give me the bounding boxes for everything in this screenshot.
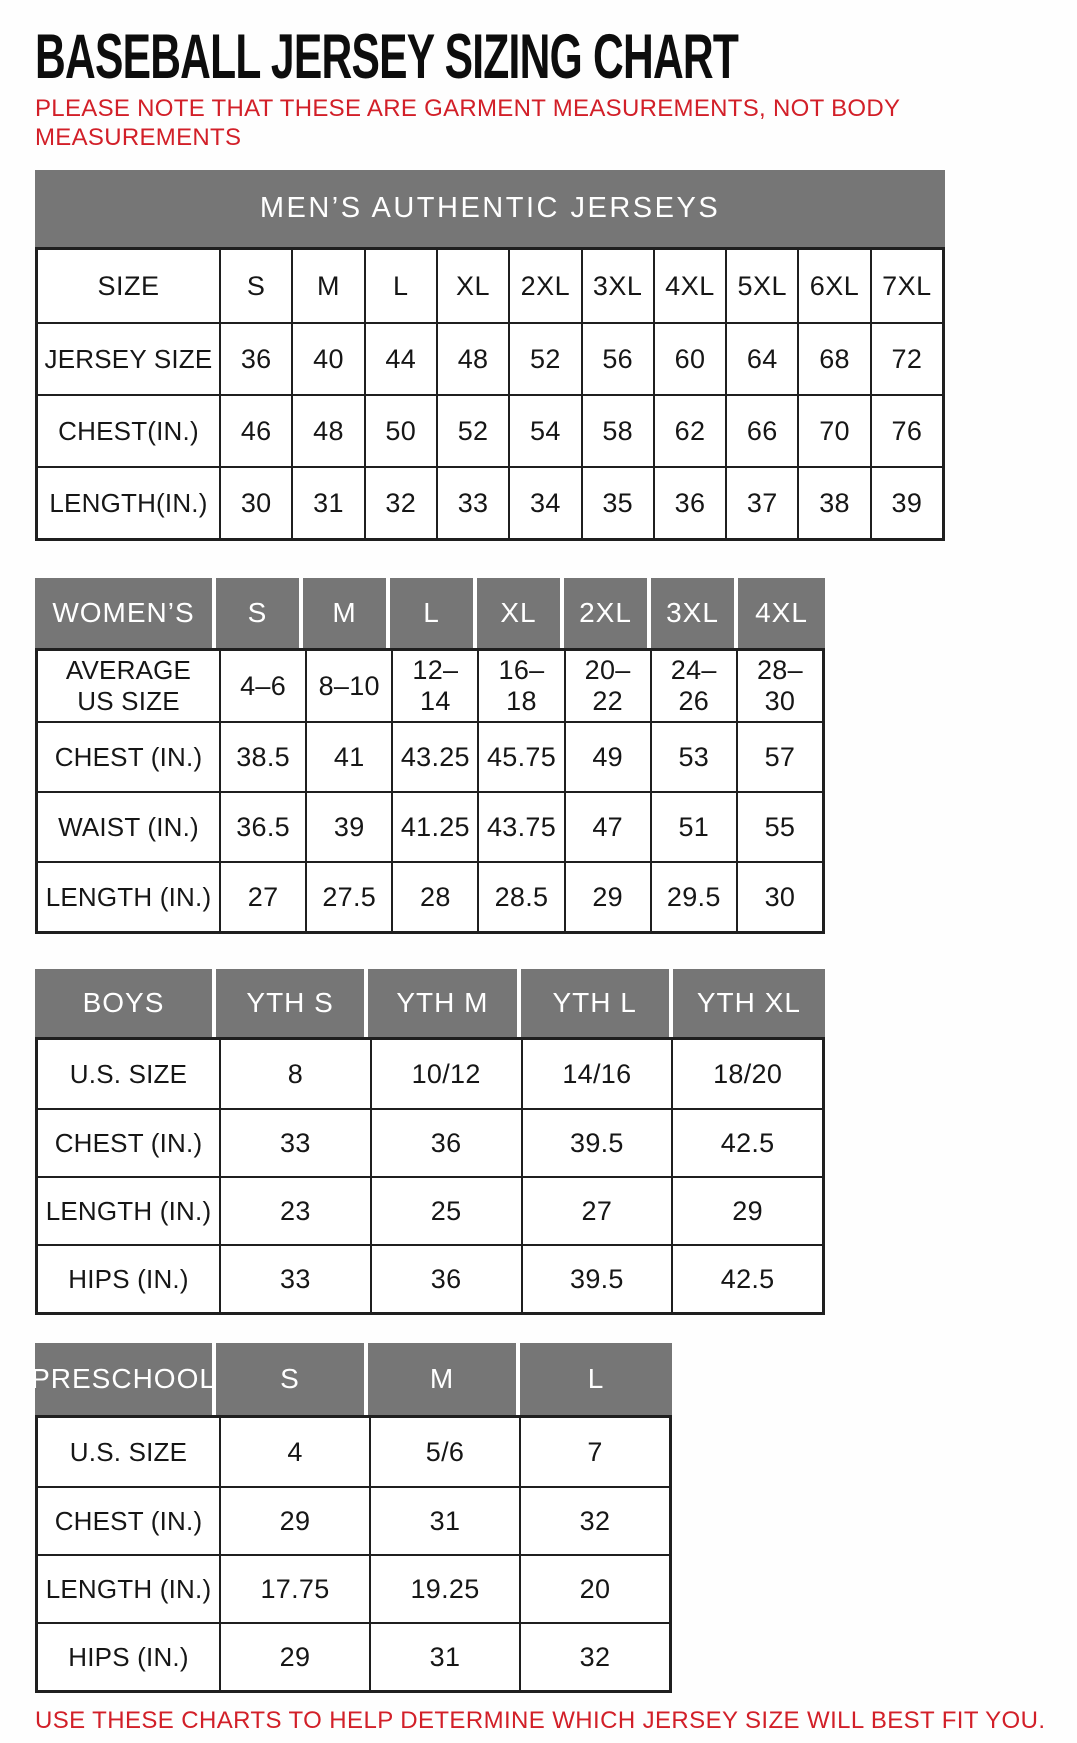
row-label: WAIST (IN.)	[38, 791, 219, 861]
footer-note: USE THESE CHARTS TO HELP DETERMINE WHICH JERSEY SIZE WILL BEST FIT YOU.	[35, 1707, 1046, 1734]
row-label: U.S. SIZE	[69, 1436, 188, 1467]
size-header-cell: M	[291, 250, 363, 322]
size-header-cell: 3XL	[581, 250, 653, 322]
value-cell: 30	[219, 466, 291, 538]
value-cell: 29.5	[650, 861, 736, 931]
value-cell: 62	[653, 394, 725, 466]
row-label: JERSEY SIZE	[38, 322, 219, 394]
value-cell: 52	[508, 322, 580, 394]
size-header-cell: 2XL	[508, 250, 580, 322]
size-header-cell: SIZE	[97, 270, 160, 301]
value-cell: 35	[581, 466, 653, 538]
value-cell: 24–26	[650, 651, 736, 721]
value-cell: 49	[564, 721, 650, 791]
value-cell: 58	[581, 394, 653, 466]
row-label: CHEST (IN.)	[38, 721, 219, 791]
value-cell: 64	[725, 322, 797, 394]
value-cell: 23	[219, 1176, 370, 1244]
value-cell: 72	[870, 322, 942, 394]
value-cell: 36	[653, 466, 725, 538]
value-cell: 27	[219, 861, 305, 931]
value-cell: 25	[370, 1176, 521, 1244]
value-cell: 50	[364, 394, 436, 466]
size-header-cell: 4XL	[653, 250, 725, 322]
value-cell: 70	[797, 394, 869, 466]
preschool-header-row	[31, 1343, 672, 1415]
value-cell: 52	[436, 394, 508, 466]
value-cell: 38.5	[219, 721, 305, 791]
value-cell: 39.5	[521, 1108, 672, 1176]
row-label: HIPS (IN.)	[38, 1244, 219, 1312]
value-cell: 53	[650, 721, 736, 791]
value-cell: 37	[725, 466, 797, 538]
value-cell: 33	[436, 466, 508, 538]
boys-sizing-table	[35, 969, 1077, 1315]
row-label: CHEST (IN.)	[38, 1108, 219, 1176]
value-cell: 17.75	[219, 1554, 369, 1622]
value-cell: 8	[219, 1040, 370, 1108]
value-cell: 42.5	[671, 1108, 822, 1176]
row-label: LENGTH(IN.)	[38, 466, 219, 538]
value-cell: 28	[391, 861, 477, 931]
page-title-text: BASEBALL JERSEY SIZING CHART	[35, 21, 739, 92]
value-cell: 43.75	[477, 791, 563, 861]
value-cell: 33	[219, 1108, 370, 1176]
value-cell: 41	[305, 721, 391, 791]
value-cell: 14/16	[521, 1040, 672, 1108]
preschool-table-body	[35, 1415, 672, 1693]
value-cell: 48	[436, 322, 508, 394]
header-cell: S	[216, 578, 303, 648]
value-cell: 32	[519, 1622, 669, 1690]
row-label: CHEST (IN.)	[38, 1486, 219, 1554]
value-cell: 57	[736, 721, 822, 791]
value-cell: 32	[364, 466, 436, 538]
value-cell: 39	[305, 791, 391, 861]
mens-table-body	[35, 247, 945, 541]
value-cell: 8–10	[305, 651, 391, 721]
value-cell: 7	[519, 1418, 669, 1486]
value-cell: 66	[725, 394, 797, 466]
header-cell: PRESCHOOL	[35, 1343, 216, 1415]
size-header-cell: XL	[436, 250, 508, 322]
value-cell: 42.5	[671, 1244, 822, 1312]
womens-sizing-table	[35, 578, 1077, 934]
value-cell: 29	[671, 1176, 822, 1244]
garment-measurement-note: PLEASE NOTE THAT THESE ARE GARMENT MEASUREMENTS, NOT BODY MEASUREMENTS	[35, 95, 900, 151]
header-cell: S	[216, 1343, 368, 1415]
value-cell: 18/20	[671, 1040, 822, 1108]
value-cell: 29	[219, 1622, 369, 1690]
value-cell: 68	[797, 322, 869, 394]
value-cell: 56	[581, 322, 653, 394]
value-cell: 54	[508, 394, 580, 466]
row-label: CHEST(IN.)	[38, 394, 219, 466]
value-cell: 20	[519, 1554, 669, 1622]
row-label: HIPS (IN.)	[38, 1622, 219, 1690]
value-cell: 76	[870, 394, 942, 466]
header-cell: 4XL	[738, 578, 825, 648]
value-cell: 28.5	[477, 861, 563, 931]
header-cell: L	[520, 1343, 672, 1415]
size-header-cell: L	[364, 250, 436, 322]
value-cell: 29	[564, 861, 650, 931]
header-cell: WOMEN’S	[35, 578, 216, 648]
size-header-cell: 5XL	[725, 250, 797, 322]
value-cell: 36.5	[219, 791, 305, 861]
size-header-cell: S	[219, 250, 291, 322]
value-cell: 39	[870, 466, 942, 538]
preschool-sizing-table	[31, 1343, 1077, 1693]
page-title	[35, 20, 1077, 92]
value-cell: 29	[219, 1486, 369, 1554]
size-header-cell: 7XL	[870, 250, 942, 322]
header-cell: M	[368, 1343, 520, 1415]
value-cell: 60	[653, 322, 725, 394]
header-cell: YTH L	[521, 969, 673, 1037]
value-cell: 36	[370, 1244, 521, 1312]
value-cell: 27.5	[305, 861, 391, 931]
womens-table-body	[35, 648, 825, 934]
header-cell: YTH XL	[673, 969, 825, 1037]
value-cell: 4–6	[219, 651, 305, 721]
row-label: U.S. SIZE	[69, 1058, 188, 1089]
size-header-cell: 6XL	[797, 250, 869, 322]
mens-sizing-table	[35, 170, 1077, 541]
header-cell: 3XL	[651, 578, 738, 648]
value-cell: 31	[369, 1622, 519, 1690]
row-label: LENGTH (IN.)	[38, 861, 219, 931]
value-cell: 31	[369, 1486, 519, 1554]
header-cell: BOYS	[35, 969, 216, 1037]
header-cell: YTH S	[216, 969, 368, 1037]
value-cell: 12–14	[391, 651, 477, 721]
value-cell: 38	[797, 466, 869, 538]
row-label: LENGTH (IN.)	[38, 1554, 219, 1622]
value-cell: 39.5	[521, 1244, 672, 1312]
value-cell: 33	[219, 1244, 370, 1312]
value-cell: 41.25	[391, 791, 477, 861]
value-cell: 10/12	[370, 1040, 521, 1108]
header-cell: YTH M	[368, 969, 520, 1037]
header-cell: L	[390, 578, 477, 648]
value-cell: 55	[736, 791, 822, 861]
row-label: LENGTH (IN.)	[38, 1176, 219, 1244]
row-label: AVERAGE US SIZE	[65, 655, 192, 716]
boys-header-row	[35, 969, 825, 1037]
value-cell: 48	[291, 394, 363, 466]
value-cell: 34	[508, 466, 580, 538]
value-cell: 51	[650, 791, 736, 861]
value-cell: 5/6	[369, 1418, 519, 1486]
size-charts	[31, 170, 1077, 1693]
value-cell: 36	[370, 1108, 521, 1176]
value-cell: 45.75	[477, 721, 563, 791]
value-cell: 47	[564, 791, 650, 861]
value-cell: 16–18	[477, 651, 563, 721]
value-cell: 32	[519, 1486, 669, 1554]
header-cell: 2XL	[564, 578, 651, 648]
value-cell: 40	[291, 322, 363, 394]
value-cell: 19.25	[369, 1554, 519, 1622]
value-cell: 28–30	[736, 651, 822, 721]
womens-header-row	[35, 578, 825, 648]
mens-title-banner	[35, 170, 945, 247]
value-cell: 44	[364, 322, 436, 394]
value-cell: 36	[219, 322, 291, 394]
value-cell: 43.25	[391, 721, 477, 791]
value-cell: 27	[521, 1176, 672, 1244]
value-cell: 20–22	[564, 651, 650, 721]
boys-table-body	[35, 1037, 825, 1315]
header-cell: M	[303, 578, 390, 648]
value-cell: 46	[219, 394, 291, 466]
value-cell: 30	[736, 861, 822, 931]
header-cell: XL	[477, 578, 564, 648]
value-cell: 31	[291, 466, 363, 538]
table-title: MEN’S AUTHENTIC JERSEYS	[259, 192, 721, 224]
value-cell: 4	[219, 1418, 369, 1486]
